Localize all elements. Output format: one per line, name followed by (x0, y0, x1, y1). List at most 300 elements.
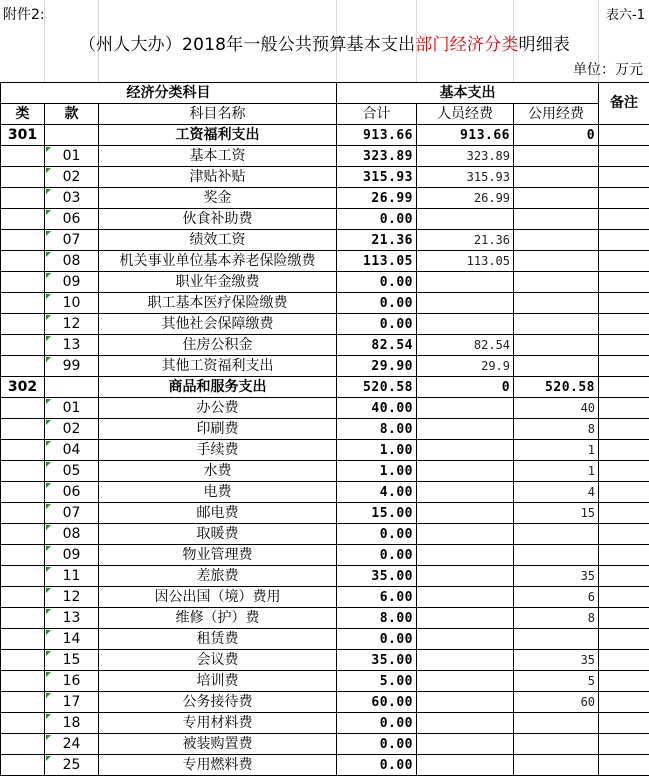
table-row (1, 146, 649, 167)
subject-name-cell-text: 绩效工资 (189, 231, 246, 248)
subject-name-cell (99, 650, 337, 671)
personnel-cell-text: 82.54 (473, 337, 511, 352)
subject-name-cell (99, 503, 337, 524)
kuan-cell (45, 440, 99, 461)
kuan-cell-text: 12 (62, 315, 81, 332)
lei-cell (1, 545, 45, 566)
remark-cell (599, 713, 649, 734)
subject-name-cell (99, 671, 337, 692)
table-row (1, 230, 649, 251)
public-cell-text: 15 (580, 505, 596, 520)
cell-flag-icon (46, 546, 51, 551)
total-cell-text: 113.05 (363, 253, 414, 269)
total-cell (337, 671, 417, 692)
cell-flag-icon (46, 567, 51, 572)
cell-flag-icon (46, 420, 51, 425)
total-cell-text: 0.00 (379, 526, 414, 542)
kuan-cell-text: 15 (62, 651, 81, 668)
subject-name-cell (99, 482, 337, 503)
personnel-cell-text: 113.05 (466, 253, 511, 268)
lei-cell (1, 587, 45, 608)
title-part-1: （州人大办）2018年一般公共预算基本支出 (78, 35, 416, 55)
total-cell-text: 520.58 (363, 379, 414, 395)
personnel-cell (417, 398, 514, 419)
kuan-cell-text: 25 (62, 756, 81, 773)
remark-cell (599, 587, 649, 608)
kuan-cell (45, 314, 99, 335)
subject-name-cell (99, 755, 337, 776)
personnel-cell (417, 503, 514, 524)
public-cell (514, 419, 599, 440)
personnel-cell (417, 650, 514, 671)
table-row (1, 167, 649, 188)
remark-cell (599, 755, 649, 776)
lei-cell (1, 335, 45, 356)
subject-name-cell (99, 377, 337, 398)
subject-name-cell-text: 手续费 (196, 441, 239, 458)
total-cell (337, 167, 417, 188)
col-econ-subject: 经济分类科目 (1, 83, 337, 104)
total-cell (337, 356, 417, 377)
total-cell-text: 323.89 (363, 148, 414, 164)
kuan-cell-text: 02 (62, 420, 81, 437)
total-cell-text: 35.00 (371, 652, 414, 668)
cell-flag-icon (46, 210, 51, 215)
total-cell (337, 629, 417, 650)
cell-flag-icon (46, 147, 51, 152)
lei-cell (1, 314, 45, 335)
cell-flag-icon (46, 630, 51, 635)
kuan-cell-text: 02 (62, 168, 81, 185)
subject-name-cell-text: 工资福利支出 (175, 126, 260, 143)
table-row (1, 692, 649, 713)
public-cell (514, 566, 599, 587)
personnel-cell (417, 272, 514, 293)
personnel-cell-text: 21.36 (473, 232, 511, 247)
subject-name-cell (99, 230, 337, 251)
table-row (1, 356, 649, 377)
cell-flag-icon (46, 294, 51, 299)
cell-flag-icon (46, 609, 51, 614)
kuan-cell-text: 11 (62, 567, 81, 584)
remark-cell (599, 356, 649, 377)
kuan-cell (45, 629, 99, 650)
personnel-cell (417, 461, 514, 482)
subject-name-cell-text: 电费 (203, 483, 232, 500)
kuan-cell-text: 07 (62, 231, 81, 248)
personnel-cell (417, 755, 514, 776)
subject-name-cell-text: 商品和服务支出 (168, 378, 267, 395)
subject-name-cell-text: 职业年金缴费 (175, 273, 260, 290)
total-cell (337, 545, 417, 566)
table-row (1, 713, 649, 734)
kuan-cell (45, 230, 99, 251)
cell-flag-icon (46, 357, 51, 362)
personnel-cell (417, 608, 514, 629)
total-cell-text: 60.00 (371, 694, 414, 710)
subject-name-cell-text: 其他社会保障缴费 (161, 315, 274, 332)
total-cell (337, 482, 417, 503)
public-cell-text: 1 (587, 442, 596, 457)
subject-name-cell (99, 440, 337, 461)
personnel-cell (417, 293, 514, 314)
total-cell-text: 0.00 (379, 211, 414, 227)
lei-cell (1, 356, 45, 377)
subject-name-cell (99, 209, 337, 230)
public-cell (514, 146, 599, 167)
kuan-cell-text: 13 (62, 609, 81, 626)
subject-name-cell (99, 314, 337, 335)
lei-cell (1, 293, 45, 314)
kuan-cell (45, 272, 99, 293)
total-cell-text: 1.00 (379, 442, 414, 458)
lei-cell-text: 301 (7, 126, 38, 143)
subject-name-cell (99, 188, 337, 209)
total-cell-text: 6.00 (379, 589, 414, 605)
lei-cell (1, 629, 45, 650)
lei-cell (1, 440, 45, 461)
remark-cell (599, 608, 649, 629)
subject-name-cell (99, 251, 337, 272)
total-cell-text: 0.00 (379, 316, 414, 332)
personnel-cell (417, 419, 514, 440)
table-row (1, 440, 649, 461)
total-cell (337, 188, 417, 209)
public-cell (514, 503, 599, 524)
subject-name-cell (99, 146, 337, 167)
kuan-cell-text: 09 (62, 546, 81, 563)
subject-name-cell (99, 167, 337, 188)
public-cell (514, 482, 599, 503)
remark-cell (599, 566, 649, 587)
total-cell (337, 734, 417, 755)
public-cell (514, 125, 599, 146)
cell-flag-icon (46, 168, 51, 173)
subject-name-cell-text: 办公费 (196, 399, 239, 416)
cell-flag-icon (46, 252, 51, 257)
total-cell (337, 251, 417, 272)
total-cell-text: 26.99 (371, 190, 414, 206)
kuan-cell (45, 503, 99, 524)
personnel-cell (417, 524, 514, 545)
personnel-cell-text: 315.93 (466, 169, 511, 184)
subject-name-cell-text: 奖金 (203, 189, 232, 206)
kuan-cell (45, 650, 99, 671)
kuan-cell-text: 06 (62, 210, 81, 227)
subject-name-cell (99, 356, 337, 377)
kuan-cell-text: 99 (62, 357, 81, 374)
cell-flag-icon (46, 588, 51, 593)
public-cell (514, 461, 599, 482)
subject-name-cell-text: 其他工资福利支出 (161, 357, 274, 374)
table-row (1, 671, 649, 692)
subject-name-cell-text: 基本工资 (189, 147, 246, 164)
subject-name-cell (99, 461, 337, 482)
public-cell (514, 335, 599, 356)
lei-cell (1, 671, 45, 692)
kuan-cell (45, 125, 99, 146)
subject-name-cell-text: 公务接待费 (182, 693, 253, 710)
remark-cell (599, 482, 649, 503)
kuan-cell (45, 524, 99, 545)
table-row (1, 503, 649, 524)
total-cell-text: 29.90 (371, 358, 414, 374)
table-row (1, 755, 649, 776)
subject-name-cell-text: 会议费 (196, 651, 239, 668)
remark-cell (599, 209, 649, 230)
subject-name-cell-text: 专用燃料费 (182, 756, 253, 773)
remark-cell (599, 230, 649, 251)
subject-name-cell-text: 邮电费 (196, 504, 239, 521)
table-row (1, 272, 649, 293)
public-cell (514, 734, 599, 755)
kuan-cell (45, 209, 99, 230)
lei-cell (1, 209, 45, 230)
kuan-cell (45, 251, 99, 272)
public-cell (514, 755, 599, 776)
total-cell (337, 398, 417, 419)
public-cell (514, 650, 599, 671)
table-row (1, 335, 649, 356)
total-cell-text: 5.00 (379, 673, 414, 689)
personnel-cell (417, 230, 514, 251)
total-cell-text: 15.00 (371, 505, 414, 521)
subject-name-cell (99, 293, 337, 314)
total-cell-text: 0.00 (379, 547, 414, 563)
public-cell-text: 6 (587, 589, 596, 604)
total-cell-text: 0.00 (379, 736, 414, 752)
kuan-cell (45, 146, 99, 167)
public-cell (514, 251, 599, 272)
total-cell-text: 0.00 (379, 715, 414, 731)
subject-name-cell-text: 培训费 (196, 672, 239, 689)
personnel-cell (417, 440, 514, 461)
lei-cell (1, 125, 45, 146)
kuan-cell (45, 398, 99, 419)
public-cell (514, 629, 599, 650)
lei-cell (1, 734, 45, 755)
cell-flag-icon (46, 462, 51, 467)
cell-flag-icon (46, 651, 51, 656)
remark-cell (599, 251, 649, 272)
subject-name-cell (99, 692, 337, 713)
public-cell-text: 1 (587, 463, 596, 478)
personnel-cell (417, 587, 514, 608)
attachment-label: 附件2: (3, 7, 45, 23)
kuan-cell (45, 692, 99, 713)
lei-cell (1, 398, 45, 419)
public-cell (514, 230, 599, 251)
public-cell-text: 0 (586, 127, 596, 143)
kuan-cell-text: 18 (62, 714, 81, 731)
lei-cell (1, 503, 45, 524)
kuan-cell (45, 734, 99, 755)
kuan-cell-text: 01 (62, 399, 81, 416)
kuan-cell (45, 545, 99, 566)
personnel-cell-text: 913.66 (460, 127, 511, 143)
public-cell (514, 545, 599, 566)
subject-name-cell-text: 水费 (203, 462, 232, 479)
category-row (1, 377, 649, 398)
kuan-cell-text: 14 (62, 630, 81, 647)
subject-name-cell (99, 272, 337, 293)
cell-flag-icon (46, 273, 51, 278)
lei-cell (1, 146, 45, 167)
total-cell-text: 40.00 (371, 400, 414, 416)
lei-cell (1, 608, 45, 629)
kuan-cell-text: 05 (62, 462, 81, 479)
public-cell (514, 356, 599, 377)
total-cell (337, 440, 417, 461)
remark-cell (599, 272, 649, 293)
table-row (1, 650, 649, 671)
subject-name-cell (99, 587, 337, 608)
lei-cell (1, 461, 45, 482)
remark-cell (599, 440, 649, 461)
table-row (1, 461, 649, 482)
total-cell (337, 566, 417, 587)
personnel-cell (417, 629, 514, 650)
cell-flag-icon (46, 441, 51, 446)
kuan-cell (45, 335, 99, 356)
subject-name-cell-text: 机关事业单位基本养老保险缴费 (119, 252, 316, 269)
cell-flag-icon (46, 231, 51, 236)
lei-cell (1, 377, 45, 398)
public-cell (514, 167, 599, 188)
subject-name-cell (99, 419, 337, 440)
subject-name-cell (99, 629, 337, 650)
cell-flag-icon (46, 315, 51, 320)
personnel-cell (417, 125, 514, 146)
lei-cell (1, 419, 45, 440)
remark-cell (599, 335, 649, 356)
col-public: 公用经费 (514, 104, 599, 125)
cell-flag-icon (46, 525, 51, 530)
total-cell-text: 82.54 (371, 337, 414, 353)
kuan-cell-text: 08 (62, 525, 81, 542)
total-cell (337, 146, 417, 167)
public-cell (514, 713, 599, 734)
cell-flag-icon (46, 336, 51, 341)
total-cell (337, 713, 417, 734)
subject-name-cell-text: 职工基本医疗保险缴费 (147, 294, 288, 311)
kuan-cell-text: 03 (62, 189, 81, 206)
subject-name-cell-text: 住房公积金 (182, 336, 253, 353)
kuan-cell-text: 07 (62, 504, 81, 521)
personnel-cell-text: 323.89 (466, 148, 511, 163)
personnel-cell (417, 377, 514, 398)
public-cell (514, 671, 599, 692)
kuan-cell (45, 377, 99, 398)
kuan-cell (45, 482, 99, 503)
total-cell-text: 21.36 (371, 232, 414, 248)
top-line (0, 0, 649, 24)
kuan-cell (45, 167, 99, 188)
table-row (1, 419, 649, 440)
subject-name-cell (99, 608, 337, 629)
table-row (1, 314, 649, 335)
kuan-cell-text: 08 (62, 252, 81, 269)
public-cell (514, 272, 599, 293)
remark-cell (599, 671, 649, 692)
col-subject-name: 科目名称 (99, 104, 337, 125)
total-cell-text: 4.00 (379, 484, 414, 500)
kuan-cell-text: 13 (62, 336, 81, 353)
total-cell (337, 209, 417, 230)
total-cell (337, 419, 417, 440)
personnel-cell (417, 545, 514, 566)
kuan-cell-text: 12 (62, 588, 81, 605)
public-cell (514, 209, 599, 230)
total-cell-text: 315.93 (363, 169, 414, 185)
total-cell-text: 0.00 (379, 757, 414, 773)
total-cell-text: 8.00 (379, 421, 414, 437)
table-row (1, 545, 649, 566)
remark-cell (599, 461, 649, 482)
personnel-cell (417, 251, 514, 272)
total-cell-text: 35.00 (371, 568, 414, 584)
personnel-cell (417, 356, 514, 377)
kuan-cell-text: 06 (62, 483, 81, 500)
kuan-cell-text: 01 (62, 147, 81, 164)
personnel-cell (417, 314, 514, 335)
total-cell (337, 503, 417, 524)
public-cell (514, 377, 599, 398)
table-row (1, 629, 649, 650)
remark-cell (599, 398, 649, 419)
table-row (1, 566, 649, 587)
kuan-cell (45, 293, 99, 314)
public-cell (514, 608, 599, 629)
lei-cell (1, 251, 45, 272)
total-cell (337, 461, 417, 482)
total-cell (337, 524, 417, 545)
remark-cell (599, 734, 649, 755)
remark-cell (599, 524, 649, 545)
subject-name-cell (99, 125, 337, 146)
cell-flag-icon (46, 735, 51, 740)
subject-name-cell (99, 398, 337, 419)
title-part-red: 部门经济分类 (415, 35, 519, 55)
cell-flag-icon (46, 714, 51, 719)
total-cell (337, 230, 417, 251)
remark-cell (599, 314, 649, 335)
lei-cell (1, 230, 45, 251)
total-cell (337, 587, 417, 608)
lei-cell (1, 167, 45, 188)
total-cell (337, 335, 417, 356)
col-lei: 类 (1, 104, 45, 125)
budget-table (0, 82, 649, 776)
kuan-cell-text: 17 (62, 693, 81, 710)
unit-label: 单位：万元 (573, 62, 643, 78)
cell-flag-icon (46, 693, 51, 698)
kuan-cell (45, 713, 99, 734)
table-row (1, 608, 649, 629)
public-cell (514, 524, 599, 545)
lei-cell (1, 650, 45, 671)
col-basic-expenditure: 基本支出 (337, 83, 599, 104)
kuan-cell (45, 755, 99, 776)
col-personnel: 人员经费 (417, 104, 514, 125)
header-row-2 (1, 104, 649, 125)
public-cell (514, 692, 599, 713)
total-cell-text: 1.00 (379, 463, 414, 479)
remark-cell (599, 503, 649, 524)
personnel-cell (417, 692, 514, 713)
personnel-cell (417, 482, 514, 503)
total-cell (337, 755, 417, 776)
